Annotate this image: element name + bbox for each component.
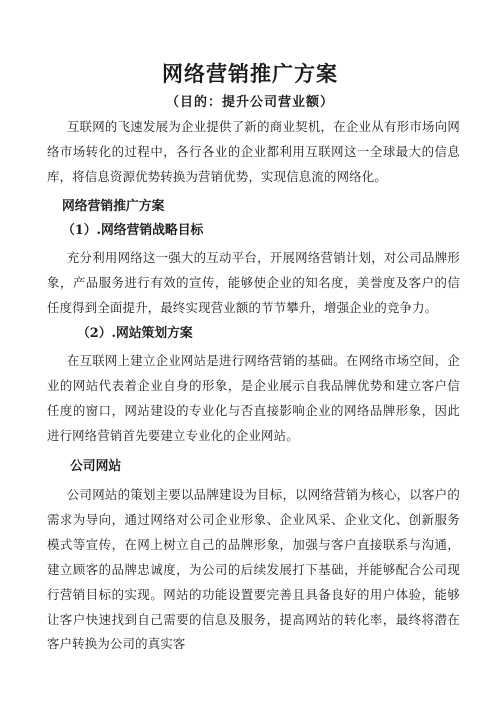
- section-heading: 网络营销推广方案: [62, 199, 165, 214]
- strategy-goal-heading: （1）.网络营销战略目标: [62, 223, 204, 238]
- website-plan-paragraph: 在互联网上建立企业网站是进行网络营销的基础。在网络市场空间，企业的网站代表着企业自身的形象，是企业展示自我品牌优势和建立客户信任度的窗口，网站建设的专业化与否直接影响企业的网络品牌形象，因此进行网络营销首先要建立专业化的企业网站。: [47, 353, 460, 443]
- company-website-heading: 公司网站: [70, 459, 122, 474]
- intro-paragraph: 互联网的飞速发展为企业提供了新的商业契机，在企业从有形市场向网络市场转化的过程中，各行各业的企业都利用互联网这一全球最大的信息库，将信息资源优势转换为营销优势，实现信息流的网络化。: [47, 119, 460, 184]
- company-website-paragraph: 公司网站的策划主要以品牌建设为目标，以网络营销为核心，以客户的需求为导向，通过网络对公司企业形象、企业风采、企业文化、创新服务模式等宣传，在网上树立自己的品牌形象，加强与客户直接联系与沟通，建立顾客的品牌忠诚度，为公司的后续发展打下基础，并能够配合公司现行营销目标的实现。网站的功能设置要完善且具备良好的用户体验，能够让客户快速找到自己需要的信息及服务，提高网站的转化率，最终将潜在客户转换为公司的真实客: [47, 487, 460, 652]
- strategy-goal-paragraph: 充分利用网络这一强大的互动平台，开展网络营销计划，对公司品牌形象，产品服务进行有效的宣传，能够使企业的知名度，美誉度及客户的信任度得到全面提升，最终实现营业额的节节攀升，增强企业的竞争力。: [47, 250, 460, 315]
- document-subtitle: （目的：提升公司营业额）: [165, 95, 334, 110]
- document-title: 网络营销推广方案: [162, 61, 338, 86]
- website-plan-heading: （2）.网站策划方案: [77, 326, 193, 341]
